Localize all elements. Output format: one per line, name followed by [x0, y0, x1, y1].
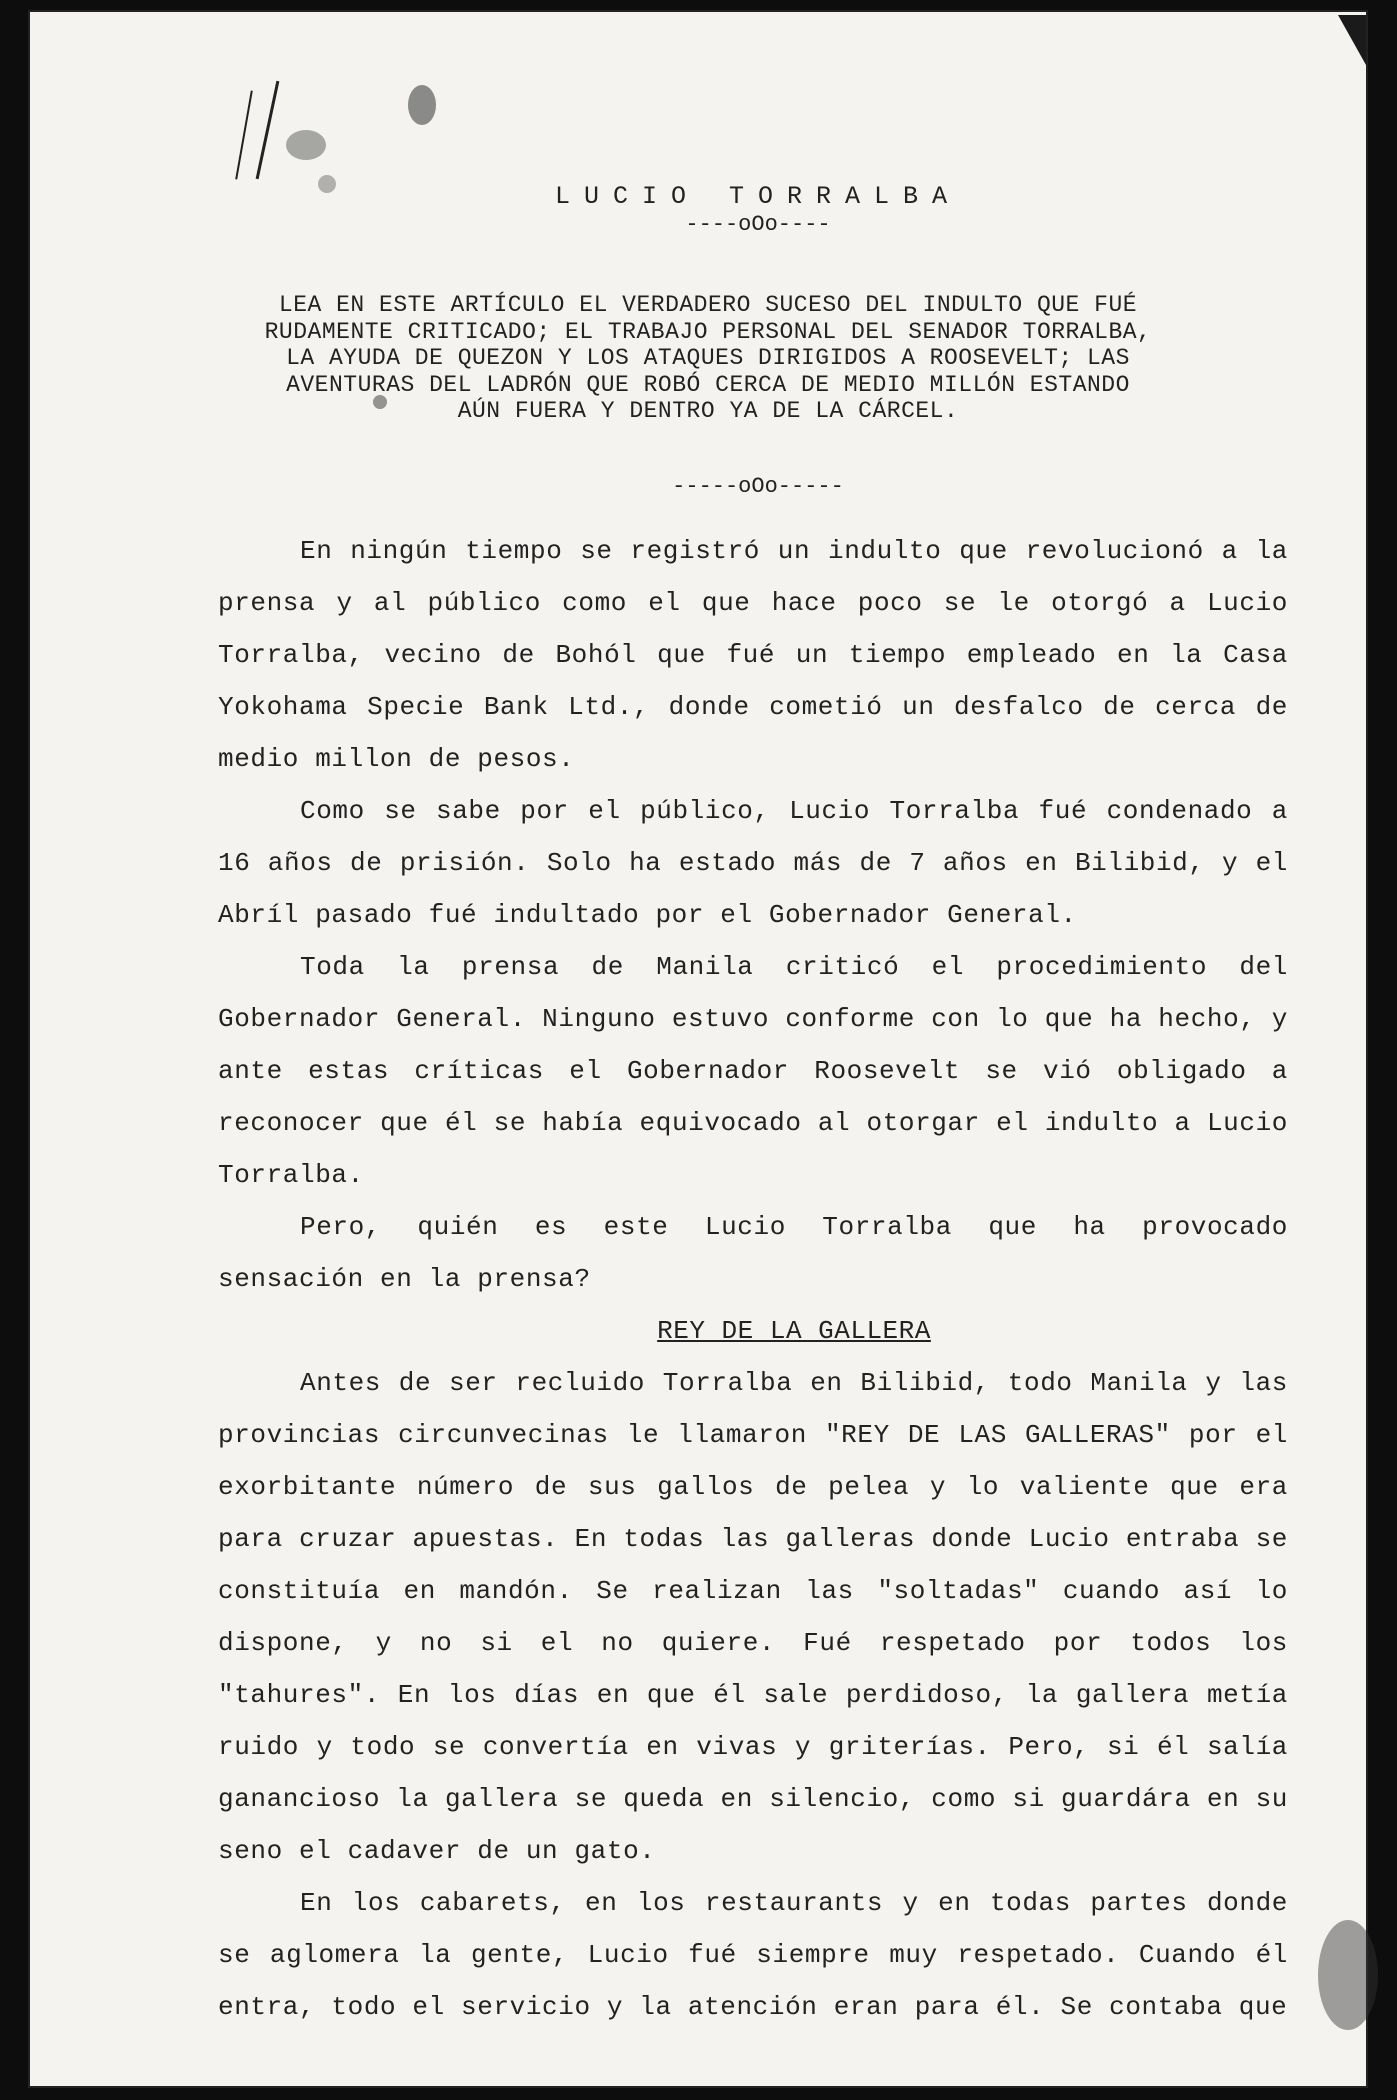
section-heading: REY DE LA GALLERA	[657, 1316, 931, 1346]
body-paragraph: Toda la prensa de Manila criticó el procedimiento del Gobernador General. Ninguno estuvo conforme con lo que ha hecho, y ante estas críticas el Gobernador Roosevelt se vió obligado a reconocer que él se había equivocado al otorgar el indulto a Lucio Torralba.	[218, 952, 1288, 1190]
ink-blot-mark	[408, 85, 436, 125]
body-paragraph: Antes de ser recluido Torralba en Bilibid, todo Manila y las provincias circunvecinas le llamaron "REY DE LAS GALLERAS" por el exorbitante número de sus gallos de pelea y lo valiente que era para cruzar apuestas. En todas las galleras donde Lucio entraba se constituía en mandón. Se realizan las "soltadas" cuando así lo dispone, y no si el no quiere. Fué respetado por todos los "tahures". En los días en que él sale perdidoso, la gallera metía ruido y todo se convertía en vivas y griterías. Pero, si él salía ganancioso la gallera se queda en silencio, como si guardára en su seno el cadaver de un gato.	[218, 1368, 1288, 1866]
ink-blot-mark	[286, 130, 326, 160]
body-paragraph: En ningún tiempo se registró un indulto que revolucionó a la prensa y al público como el que hace poco se le otorgó a Lucio Torralba, vecino de Bohól que fué un tiempo empleado en la Casa Yokohama Specie Bank Ltd., donde cometió un desfalco de cerca de medio millon de pesos.	[218, 536, 1288, 774]
document-page	[28, 10, 1368, 2088]
body-paragraph: En los cabarets, en los restaurants y en todas partes donde se aglomera la gente, Lucio fué siempre muy respetado. Cuando él entra, todo el servicio y la atención eran para él. Se contaba que	[218, 1888, 1288, 2022]
document-subtitle: LEA EN ESTE ARTÍCULO EL VERDADERO SUCESO DEL INDULTO QUE FUÉ RUDAMENTE CRITICADO; EL TRABAJO PERSONAL DEL SENADOR TORRALBA, LA AYUDA DE QUEZON Y LOS ATAQUES DIRIGIDOS A ROOSEVELT; LAS AVENTURAS DEL LADRÓN QUE ROBÓ CERCA DE MEDIO MILLÓN ESTANDO AÚN FUERA Y DENTRO YA DE LA CÁRCEL.	[264, 292, 1152, 424]
ink-stroke-mark	[256, 81, 280, 179]
body-paragraph: Pero, quién es este Lucio Torralba que ha provocado sensación en la prensa?	[218, 1212, 1288, 1294]
ink-blot-mark	[1318, 1920, 1378, 2030]
document-title: LUCIO TORRALBA	[554, 182, 962, 211]
document-body	[218, 525, 1288, 2033]
separator-bottom: -----oOo-----	[672, 474, 844, 499]
ink-stroke-mark	[235, 91, 253, 180]
separator-top: ----oOo----	[685, 212, 831, 237]
folded-corner-mark	[1328, 10, 1368, 70]
body-paragraph: Como se sabe por el público, Lucio Torralba fué condenado a 16 años de prisión. Solo ha estado más de 7 años en Bilibid, y el Abríl pasado fué indultado por el Gobernador General.	[218, 796, 1288, 930]
